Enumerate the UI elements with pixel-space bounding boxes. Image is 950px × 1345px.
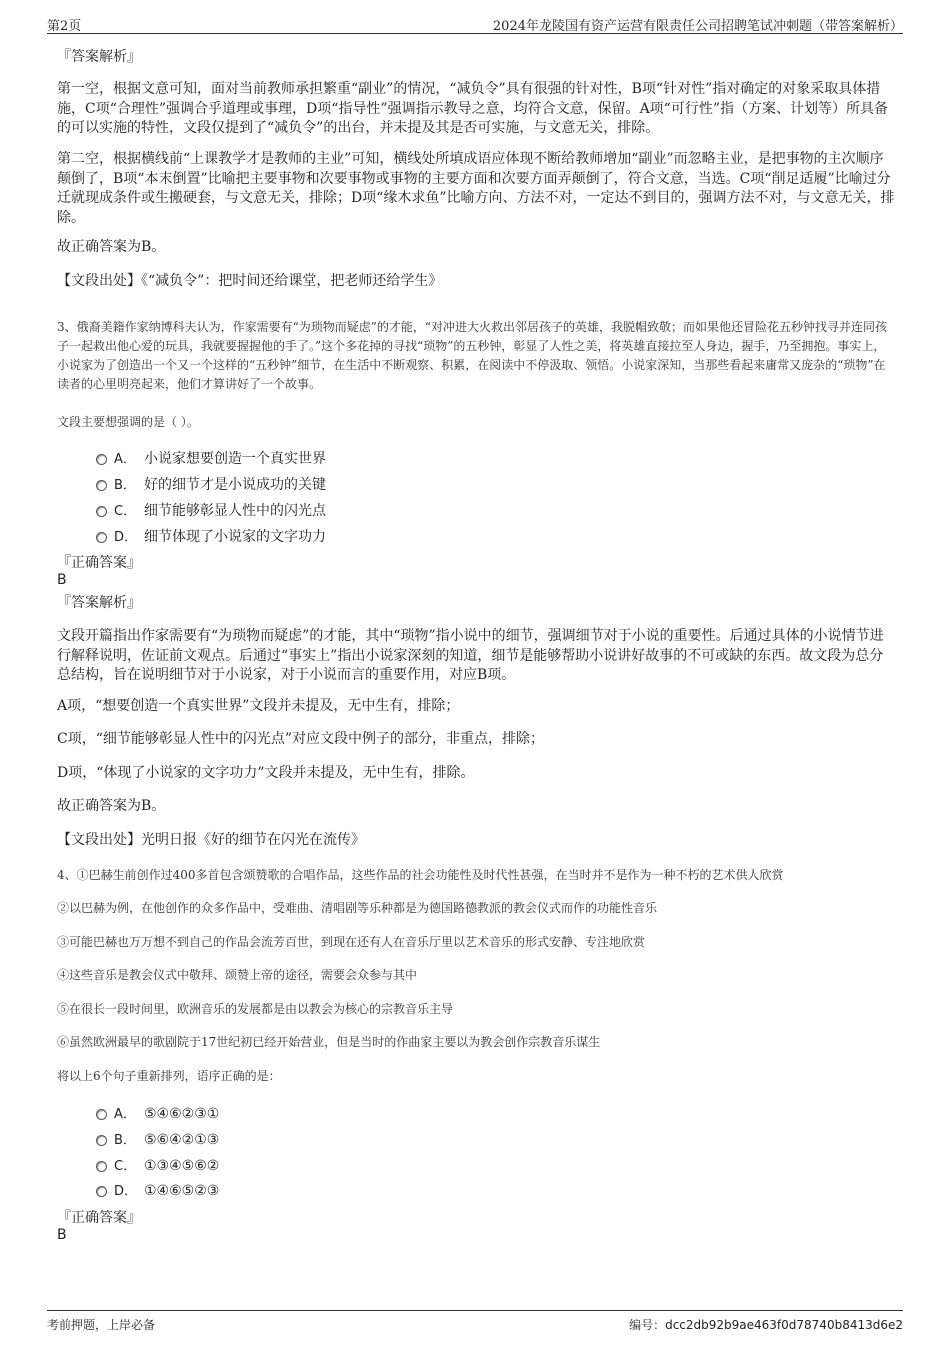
q4-correct-label: 『正确答案』 [57, 1210, 141, 1226]
option-letter: D． [114, 1184, 138, 1199]
q4-sentence-4: ④这些音乐是教会仪式中敬拜、颂赞上帝的途径，需要会众参与其中 [57, 968, 418, 982]
footer-slogan: 考前押题，上岸必备 [47, 1318, 156, 1332]
document-title: 2024年龙陵国有资产运营有限责任公司招聘笔试冲刺题（带答案解析） [492, 19, 903, 34]
q4-sentence-2: ②以巴赫为例，在他创作的众多作品中，受难曲、清唱剧等乐种都是为德国路德教派的教会仪式而作的功能性音乐 [57, 901, 658, 915]
q3-source: 【文段出处】光明日报《好的细节在闪光在流传》 [57, 832, 365, 848]
radio-button[interactable] [96, 1161, 107, 1172]
q4-correct-answer: B [57, 1227, 67, 1243]
q4-option-a[interactable] [96, 1105, 219, 1124]
option-letter: B． [114, 1133, 136, 1148]
option-letter: D． [114, 530, 138, 545]
radio-button[interactable] [96, 532, 107, 543]
q3-question: 文段主要想强调的是（ ）。 [57, 415, 199, 429]
option-letter: C． [114, 1159, 137, 1174]
page-header [47, 13, 903, 34]
q3-analysis-para1: 文段开篇指出作家需要有“为琐物而疑虑”的才能，其中“琐物”指小说中的细节，强调细节对于小说的重要性。后通过具体的小说情节进行解释说明，佐证前文观点。后通过“事实上”指出小说家深刻的知道，细节是能够帮助小说讲好故事的不可或缺的东西。故文段为总分总结构，旨在说明细节对于小说家，对于小说而言的重要作用，对应B项。 [57, 628, 884, 683]
option-text: 小说家想要创造一个真实世界 [144, 451, 326, 467]
q4-option-c[interactable] [96, 1157, 219, 1176]
q2-analysis-para1: 第一空，根据文意可知，面对当前教师承担繁重“副业”的情况，“减负令”具有很强的针对性，B项“针对性”指对确定的对象采取具体措施，C项“合理性”强调合乎道理或事理，D项“指导性”强调指示教导之意，均符合文意，保留。A项“可行性”指（方案、计划等）所具备的可以实施的特性，文段仅提到了“减负令”的出台，并未提及其是否可实施，与文意无关，排除。 [57, 81, 888, 136]
q2-conclusion: 故正确答案为B。 [57, 239, 166, 255]
q2-analysis-para2: 第二空，根据横线前“上课教学才是教师的主业”可知，横线处所填成语应体现不断给教师增加“副业”而忽略主业，是把事物的主次顺序颠倒了，B项“本末倒置”比喻把主要事物和次要事物或事物的主要方面和次要方面弄颠倒了，符合文意，当选。C项“削足适履”比喻过分迁就现成条件或生搬硬套，与文意无关，排除；D项“缘木求鱼”比喻方向、方法不对，一定达不到目的，强调方法不对，与文意无关，排除。 [57, 151, 895, 226]
radio-button[interactable] [96, 1109, 107, 1120]
q3-correct-answer: B [57, 572, 67, 588]
q4-sentence-1: 4、①巴赫生前创作过400多首包含颂赞歌的合唱作品，这些作品的社会功能性及时代性甚强，在当时并不是作为一种不朽的艺术供人欣赏 [57, 868, 784, 882]
option-text: ⑤⑥④②①③ [144, 1132, 220, 1148]
q4-option-d[interactable] [96, 1182, 219, 1201]
radio-button[interactable] [96, 1186, 107, 1197]
option-text: 细节能够彰显人性中的闪光点 [144, 503, 326, 519]
page-footer [47, 1310, 903, 1333]
radio-button[interactable] [96, 480, 107, 491]
page-number: 第2页 [47, 19, 82, 34]
option-letter: A． [114, 1107, 136, 1122]
q4-sentence-6: ⑥虽然欧洲最早的歌剧院于17世纪初已经开始营业，但是当时的作曲家主要以为教会创作宗教音乐谋生 [57, 1035, 601, 1049]
radio-button[interactable] [96, 454, 107, 465]
option-text: ①③④⑤⑥② [144, 1158, 220, 1174]
q3-analysis-label: 『答案解析』 [57, 595, 141, 611]
q3-option-a-note: A项，“想要创造一个真实世界”文段并未提及，无中生有，排除； [57, 698, 460, 714]
q4-sentence-3: ③可能巴赫也万万想不到自己的作品会流芳百世，到现在还有人在音乐厅里以艺术音乐的形式安静、专注地欣赏 [57, 935, 646, 949]
q4-option-b[interactable] [96, 1131, 219, 1150]
q3-option-c[interactable] [96, 502, 326, 521]
radio-button[interactable] [96, 1135, 107, 1146]
option-text: 好的细节才是小说成功的关键 [144, 477, 326, 493]
document-code: 编号：dcc2db92b9ae463f0d78740b8413d6e2 [629, 1318, 903, 1332]
q3-option-d-note: D项，“体现了小说家的文字功力”文段并未提及，无中生有，排除。 [57, 765, 475, 781]
q3-correct-label: 『正确答案』 [57, 555, 141, 571]
q3-option-c-note: C项，“细节能够彰显人性中的闪光点”对应文段中例子的部分，非重点，排除； [57, 731, 545, 747]
q4-question: 将以上6个句子重新排列，语序正确的是： [57, 1069, 281, 1083]
q2-source: 【文段出处】《“减负令”：把时间还给课堂，把老师还给学生》 [57, 273, 443, 289]
q3-conclusion: 故正确答案为B。 [57, 798, 166, 814]
option-text: 细节体现了小说家的文字功力 [144, 529, 326, 545]
q4-sentence-5: ⑤在很长一段时间里，欧洲音乐的发展都是由以教会为核心的宗教音乐主导 [57, 1002, 454, 1016]
option-letter: B． [114, 478, 136, 493]
q3-stem: 3、俄裔美籍作家纳博科夫认为，作家需要有“为琐物而疑虑”的才能，“对冲进大火救出邻居孩子的英雄，我脱帽致敬；而如果他还冒险花五秒钟找寻并连同孩子一起救出他心爱的玩具，我就要握握他的手了。”这个多花掉的寻找“琐物”的五秒钟，彰显了人性之美，将英雄直接拉至人身边，握手，乃至拥抱。事实上，小说家为了创造出一个又一个这样的“五秒钟”细节，在生活中不断观察、积累，在阅读中不停汲取、领悟。小说家深知，当那些看起来庸常又庞杂的“琐物”在读者的心里明亮起来，他们才算讲好了一个故事。 [57, 320, 888, 391]
radio-button[interactable] [96, 506, 107, 517]
option-letter: A． [114, 452, 136, 467]
q3-option-b[interactable] [96, 476, 326, 495]
q2-analysis-label: 『答案解析』 [57, 49, 141, 65]
q3-option-d[interactable] [96, 528, 326, 547]
option-text: ①④⑥⑤②③ [144, 1183, 220, 1199]
option-text: ⑤④⑥②③① [144, 1106, 220, 1122]
option-letter: C． [114, 504, 137, 519]
q3-option-a[interactable] [96, 450, 326, 469]
